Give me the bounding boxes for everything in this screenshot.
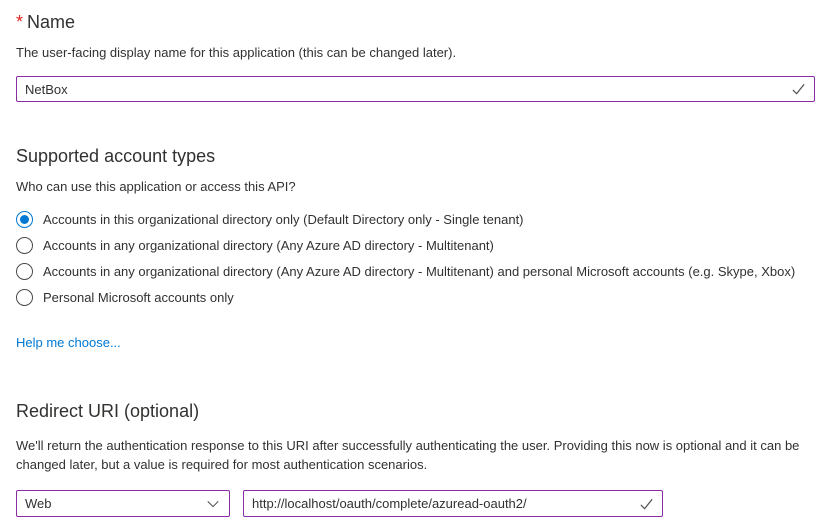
platform-select[interactable] (16, 490, 230, 517)
name-description: The user-facing display name for this application (this can be changed later). (16, 45, 457, 60)
radio-button-icon[interactable] (16, 237, 33, 254)
radio-option-multitenant-personal[interactable] (16, 258, 815, 284)
help-me-choose-link[interactable]: Help me choose... (16, 335, 121, 350)
required-asterisk: * (16, 12, 24, 32)
radio-button-icon[interactable] (16, 211, 33, 228)
name-section-title-text: Name (27, 12, 76, 32)
radio-option-label: Accounts in this organizational directory only (Default Directory only - Single tenant) (43, 211, 524, 227)
supported-account-types-title: Supported account types (16, 146, 216, 166)
chevron-down-icon (206, 497, 220, 511)
name-section-title (16, 11, 815, 33)
account-types-question: Who can use this application or access this API? (16, 179, 296, 194)
radio-option-personal-only[interactable] (16, 284, 815, 310)
redirect-uri-description: We'll return the authentication response to this URI after successfully authenticating the user. Providing this now is optional and it can be changed later, but a value is required for most authentication scenarios. (16, 438, 800, 472)
account-type-radio-group (16, 206, 815, 310)
redirect-uri-section (16, 400, 815, 517)
name-input[interactable] (16, 76, 815, 102)
radio-button-icon[interactable] (16, 263, 33, 280)
platform-select-value: Web (25, 496, 52, 511)
radio-option-multitenant[interactable] (16, 232, 815, 258)
radio-option-single-tenant[interactable] (16, 206, 815, 232)
radio-option-label: Accounts in any organizational directory (Any Azure AD directory - Multitenant) (43, 237, 494, 253)
radio-option-label: Accounts in any organizational directory (Any Azure AD directory - Multitenant) and personal Microsoft accounts (e.g. Skype, Xbox) (43, 263, 796, 279)
supported-account-types-section (16, 145, 815, 352)
name-input-wrap (16, 76, 815, 102)
redirect-uri-input[interactable] (243, 490, 663, 517)
name-section (16, 11, 815, 102)
redirect-uri-title: Redirect URI (optional) (16, 401, 200, 421)
radio-option-label: Personal Microsoft accounts only (43, 289, 234, 305)
redirect-uri-input-wrap (243, 490, 663, 517)
redirect-uri-row (16, 490, 815, 517)
radio-button-icon[interactable] (16, 289, 33, 306)
